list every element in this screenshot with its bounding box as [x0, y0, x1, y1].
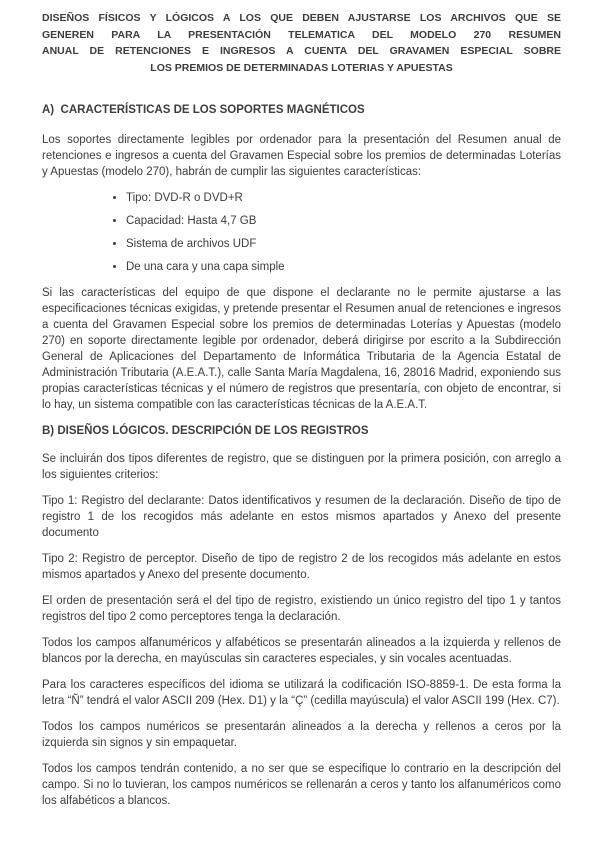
- section-b-paragraph: Todos los campos alfanuméricos y alfabéticos se presentarán alineados a la izquierda y rellenos de blancos por la derecha, en mayúsculas sin caracteres especiales, y sin vocales acentuadas.: [42, 637, 561, 665]
- list-item: • Capacidad: Hasta 4,7 GB: [126, 213, 561, 229]
- document-title-line: GENEREN PARA LA PRESENTACIÓN TELEMATICA DEL MODELO 270 RESUMEN: [42, 28, 561, 41]
- list-item: • Tipo: DVD-R o DVD+R: [126, 190, 561, 206]
- section-b-paragraph: Tipo 2: Registro de perceptor. Diseño de tipo de registro 2 de los recogidos más adelante en estos mismos apartados y Anexo del presente documento.: [42, 553, 561, 581]
- document-title-line: DISEÑOS FÍSICOS Y LÓGICOS A LOS QUE DEBEN AJUSTARSE LOS ARCHIVOS QUE SE: [42, 12, 561, 24]
- document-title: [42, 10, 561, 76]
- section-b-paragraph: Todos los campos tendrán contenido, a no ser que se especifique lo contrario en la descripción del campo. Si no lo tuvieran, los campos numéricos se rellenarán a ceros y tanto los alfanuméricos como los alfabéticos a blancos.: [42, 763, 561, 807]
- section-b-paragraph: El orden de presentación será el del tipo de registro, existiendo un único registro del tipo 1 y tantos registros del tipo 2 como perceptores tenga la declaración.: [42, 595, 561, 623]
- list-item: • Sistema de archivos UDF: [126, 236, 561, 252]
- section-a-body-paragraph: Si las características del equipo de que dispone el declarante no le permite ajustarse a las especificaciones técnicas exigidas, y pretende presentar el Resumen anual de retenciones e ingresos a cuenta del Gravamen Especial sobre los premios de determinadas Loterías y Apuestas (modelo 270) en soporte directamente legible por ordenador, deberá dirigirse por escrito a la Subdirección General de Aplicaciones del Departamento de Informática Tributaria de la Agencia Estatal de Administración Tributaria (A.E.A.T.), calle Santa María Magdalena, 16, 28016 Madrid, exponiendo sus propias características técnicas y el número de registros que presentaría, con objeto de encontrar, si lo hay, un sistema compatible con las características técnicas de la A.E.A.T.: [42, 287, 561, 411]
- dvd-spec-list: [42, 190, 561, 275]
- document-title-line: ANUAL DE RETENCIONES E INGRESOS A CUENTA DEL GRAVAMEN ESPECIAL SOBRE: [42, 45, 561, 57]
- section-b-paragraph: Tipo 1: Registro del declarante: Datos identificativos y resumen de la declaración. Diseño de tipo de registro 1 de los recogidos más adelante en estos mismos apartados y Anexo del presente documento: [42, 495, 561, 539]
- section-b-paragraph: Se incluirán dos tipos diferentes de registro, que se distinguen por la primera posición, con arreglo a los siguientes criterios:: [42, 453, 561, 481]
- list-item: • De una cara y una capa simple: [126, 259, 561, 275]
- section-a-intro-paragraph: Los soportes directamente legibles por ordenador para la presentación del Resumen anual de retenciones e ingresos a cuenta del Gravamen Especial sobre los premios de determinadas Loterías y Apuestas (modelo 270), habrán de cumplir las siguientes características:: [42, 134, 561, 178]
- section-b-paragraph: Para los caracteres específicos del idioma se utilizará la codificación ISO-8859-1. De esta forma la letra “Ñ” tendrá el valor ASCII 209 (Hex. D1) y la “Ç” (cedilla mayúscula) el valor ASCII 199 (Hex. C7).: [42, 679, 561, 707]
- document-title-line: LOS PREMIOS DE DETERMINADAS LOTERIAS Y APUESTAS: [150, 61, 453, 74]
- section-a-heading: A) CARACTERÍSTICAS DE LOS SOPORTES MAGNÉTICOS: [42, 104, 365, 116]
- section-b-paragraph: Todos los campos numéricos se presentarán alineados a la derecha y rellenos a ceros por la izquierda sin signos y sin empaquetar.: [42, 721, 561, 749]
- section-b-heading: B) DISEÑOS LÓGICOS. DESCRIPCIÓN DE LOS REGISTROS: [42, 425, 369, 437]
